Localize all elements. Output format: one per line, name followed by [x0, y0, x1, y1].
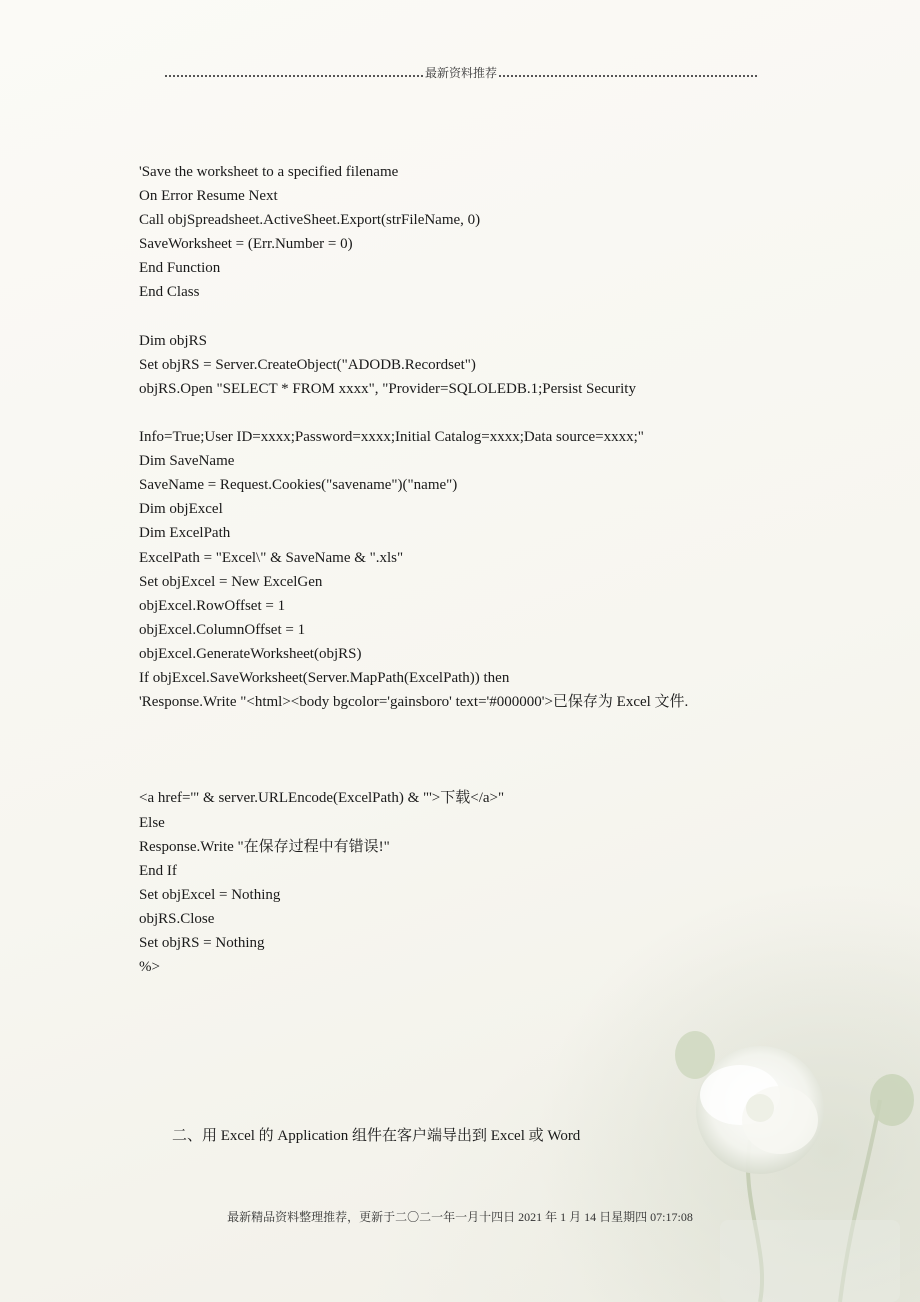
header-dots-left — [165, 75, 423, 77]
code-line: Set objExcel = New ExcelGen — [139, 573, 323, 590]
code-line: objExcel.GenerateWorksheet(objRS) — [139, 645, 362, 662]
code-line: Set objRS = Server.CreateObject("ADODB.Recordset") — [139, 356, 476, 373]
code-line: SaveName = Request.Cookies("savename")("name") — [139, 477, 458, 494]
code-line: Dim objExcel — [139, 501, 223, 518]
section-title: 二、用 Excel 的 Application 组件在客户端导出到 Excel 或 Word — [172, 1128, 581, 1144]
code-line: objRS.Open "SELECT * FROM xxxx", "Provider=SQLOLEDB.1;Persist Security — [139, 380, 636, 397]
blank-lines — [139, 714, 839, 786]
code-line: On Error Resume Next — [139, 188, 278, 205]
code-line: End Function — [139, 260, 221, 277]
header-dots-right — [499, 75, 757, 77]
header-title: 最新资料推荐 — [425, 66, 498, 80]
flower-decoration-icon — [600, 1000, 920, 1302]
code-line: Response.Write "在保存过程中有错误!" — [139, 838, 390, 855]
code-line: SaveWorksheet = (Err.Number = 0) — [139, 236, 353, 253]
code-line: Dim SaveName — [139, 453, 235, 470]
code-line: %> — [139, 959, 160, 976]
code-line: End If — [139, 862, 177, 879]
code-line: End Class — [139, 284, 200, 301]
code-line: 'Response.Write "<html><body bgcolor='gainsboro' text='#000000'>已保存为 Excel 文件. — [139, 694, 689, 711]
code-block — [139, 329, 839, 401]
page-footer: 最新精品资料整理推荐，更新于二〇二一年一月十四日 2021 年 1 月 14 日星期四 07:17:08 — [227, 1210, 693, 1224]
code-line: Set objExcel = Nothing — [139, 886, 281, 903]
code-line: <a href='" & server.URLEncode(ExcelPath) & "'>下载</a>" — [139, 790, 505, 807]
code-block — [139, 786, 839, 979]
code-line: objExcel.ColumnOffset = 1 — [139, 621, 306, 638]
page-header — [165, 64, 757, 81]
blank-line — [139, 305, 839, 329]
code-listing — [139, 160, 839, 979]
code-line: Dim ExcelPath — [139, 525, 231, 542]
code-line: objRS.Close — [139, 910, 215, 927]
code-line: Info=True;User ID=xxxx;Password=xxxx;Initial Catalog=xxxx;Data source=xxxx;" — [139, 429, 644, 446]
code-block — [139, 160, 839, 305]
blank-line — [139, 401, 839, 425]
code-line: 'Save the worksheet to a specified filename — [139, 164, 399, 180]
code-line: ExcelPath = "Excel\" & SaveName & ".xls" — [139, 549, 404, 566]
code-block — [139, 425, 839, 714]
code-line: If objExcel.SaveWorksheet(Server.MapPath(ExcelPath)) then — [139, 669, 510, 686]
code-line: Dim objRS — [139, 332, 207, 349]
code-line: objExcel.RowOffset = 1 — [139, 597, 286, 614]
code-line: Else — [139, 814, 165, 831]
code-line: Set objRS = Nothing — [139, 935, 265, 952]
code-line: Call objSpreadsheet.ActiveSheet.Export(strFileName, 0) — [139, 212, 481, 229]
